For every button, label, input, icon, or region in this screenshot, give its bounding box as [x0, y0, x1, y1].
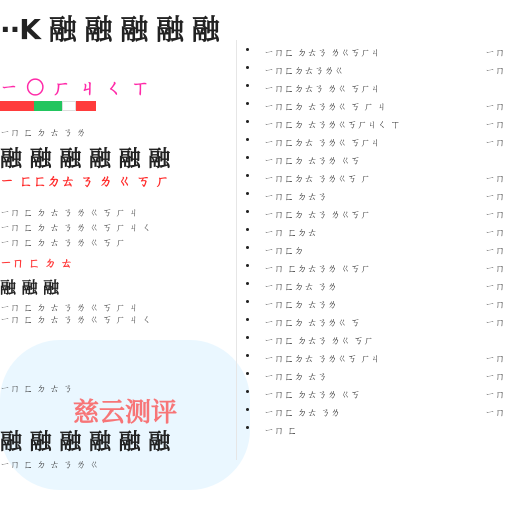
list-item: [246, 278, 512, 296]
list-item-right: ㄧㄇ: [485, 408, 505, 419]
tiny-caption: ㄧㄇ ㄈ ㄉ ㄊ ㄋ ㄌ: [0, 128, 86, 139]
list-item: [246, 152, 512, 170]
status-red-block-2: [76, 101, 96, 111]
list-item-text: ㄧㄇㄈ ㄉㄊㄋㄌ ㄍㄎ: [264, 390, 361, 401]
list-item: [246, 134, 512, 152]
bullet-icon: [246, 354, 249, 357]
red-label: ㄧㄇ ㄈ ㄉ ㄊ: [0, 256, 73, 270]
list-item-text: ㄧㄇ ㄈ: [264, 426, 298, 437]
list-item-text: ㄧㄇㄈㄉ ㄊㄋ: [264, 372, 328, 383]
list-item: [246, 260, 512, 278]
list-item: [246, 44, 512, 62]
status-red-block: [0, 101, 34, 111]
column-divider: [236, 40, 237, 460]
list-item: [246, 98, 512, 116]
list-item-text: ㄧㄇㄈㄉ ㄊㄋㄌ: [264, 300, 338, 311]
list-item: [246, 188, 512, 206]
bullet-icon: [246, 372, 249, 375]
bottom-caption: ㄧㄇ ㄈ ㄉ ㄊ ㄋ ㄌ ㄍ: [0, 460, 100, 471]
list-item: [246, 296, 512, 314]
lower-small-text: ㄧㄇ ㄈ ㄉ ㄊ ㄋ: [0, 384, 73, 395]
list-item: [246, 386, 512, 404]
list-item: [246, 242, 512, 260]
bullet-icon: [246, 210, 249, 213]
list-item-right: ㄧㄇ: [485, 120, 505, 131]
bullet-icon: [246, 48, 249, 51]
list-item-text: ㄧㄇㄈㄉ ㄊㄋ ㄌㄍㄎㄏ: [264, 210, 371, 221]
list-item-text: ㄧㄇㄈㄉ ㄊㄋㄌ ㄍㄎ: [264, 156, 361, 167]
list-item: [246, 224, 512, 242]
list-item-right: ㄧㄇ: [485, 372, 505, 383]
list-item: [246, 80, 512, 98]
list-item: [246, 116, 512, 134]
list-item-right: ㄧㄇ: [485, 264, 505, 275]
bullet-icon: [246, 102, 249, 105]
status-white-block: [62, 101, 76, 111]
list-item-right: ㄧㄇ: [485, 246, 505, 257]
section-heading: 融 融 融 融 融 融: [0, 147, 171, 172]
list-item-right: ㄧㄇ: [485, 102, 505, 113]
bullet-icon: [246, 264, 249, 267]
list-item: [246, 170, 512, 188]
status-green-block: [34, 101, 62, 111]
pink-subheading: ㄧ 〇 ㄏ ㄐ ㄑ ㄒ: [0, 78, 151, 99]
red-highlight-line: ㄧ ㄈㄈㄉㄊ ㄋ ㄌ ㄍ ㄎ ㄏ: [0, 174, 170, 190]
doc-title: ··K 融 融 融 融 融: [0, 13, 219, 46]
list-item: [246, 368, 512, 386]
list-item-text: ㄧㄇㄈㄉ ㄊㄋㄌㄍ ㄎ: [264, 318, 361, 329]
list-item-text: ㄧㄇㄈ ㄉㄊㄋ ㄌㄍ ㄎㄏ: [264, 336, 374, 347]
list-item-text: ㄧㄇㄈㄉ: [264, 246, 304, 257]
bullet-icon: [246, 84, 249, 87]
list-item: [246, 314, 512, 332]
bullet-icon: [246, 66, 249, 69]
bullet-icon: [246, 246, 249, 249]
list-item-right: ㄧㄇ: [485, 192, 505, 203]
paragraph-small: ㄧㄇ ㄈ ㄉ ㄊ ㄋ ㄌ ㄍ ㄎ ㄏ ㄐ ㄧㄇ ㄈ ㄉ ㄊ ㄋ ㄌ ㄍ ㄎ ㄏ ㄐ ㄑ ㄧㄇ ㄈ ㄉ ㄊ ㄋ ㄌ ㄍ ㄎ ㄏ: [0, 208, 152, 249]
list-item-right: ㄧㄇ: [485, 390, 505, 401]
list-item-text: ㄧㄇㄈㄉㄊㄋ ㄌㄍ ㄎㄏㄐ: [264, 84, 381, 95]
list-item-text: ㄧㄇㄈㄉㄊ ㄋㄌㄍㄎ ㄏㄐ: [264, 354, 381, 365]
list-item-right: ㄧㄇ: [485, 48, 505, 59]
list-item-text: ㄧㄇㄈㄉ ㄊㄋㄌㄍ ㄎ ㄏ ㄐ: [264, 102, 387, 113]
list-item-text: ㄧㄇ ㄈㄉㄊ: [264, 228, 318, 239]
list-item: [246, 404, 512, 422]
list-item-right: ㄧㄇ: [485, 66, 505, 77]
list-item-text: ㄧㄇㄈ ㄉㄊㄋ ㄌㄍㄎㄏㄐ: [264, 48, 381, 59]
list-item-text: ㄧㄇㄈㄉㄊ ㄋㄌ: [264, 282, 338, 293]
list-item-right: ㄧㄇ: [485, 210, 505, 221]
list-item: [246, 206, 512, 224]
list-item: [246, 350, 512, 368]
bullet-icon: [246, 138, 249, 141]
bullet-icon: [246, 300, 249, 303]
bullet-icon: [246, 282, 249, 285]
list-item-text: ㄧㄇㄈㄉ ㄊㄋㄌㄍㄎㄏㄐㄑ ㄒ: [264, 120, 401, 131]
status-color-strip: [0, 101, 96, 111]
list-item: [246, 332, 512, 350]
list-item-text: ㄧㄇㄈㄉㄊㄋㄌㄍ: [264, 66, 344, 77]
tiny-paragraph: ㄧㄇ ㄈ ㄉ ㄊ ㄋ ㄌ ㄍ ㄎ ㄏ ㄐ ㄧㄇ ㄈ ㄉ ㄊ ㄋ ㄌ ㄍ ㄎ ㄏ ㄐ ㄑ: [0, 303, 152, 326]
watermark: 慈云测评: [72, 398, 177, 428]
bullet-list: [246, 44, 512, 440]
subheading-bold: 融 融 融: [0, 278, 60, 297]
bullet-icon: [246, 174, 249, 177]
list-item-right: ㄧㄇ: [485, 300, 505, 311]
list-item: [246, 62, 512, 80]
list-item-right: ㄧㄇ: [485, 138, 505, 149]
list-item-text: ㄧㄇㄈ ㄉㄊㄋ: [264, 192, 328, 203]
list-item-right: ㄧㄇ: [485, 354, 505, 365]
bullet-icon: [246, 318, 249, 321]
bullet-icon: [246, 120, 249, 123]
list-item-text: ㄧㄇㄈㄉㄊ ㄋㄌㄍ ㄎㄏㄐ: [264, 138, 381, 149]
lower-bold-heading: 融 融 融 融 融 融: [0, 430, 171, 455]
bullet-icon: [246, 426, 249, 429]
list-item-right: ㄧㄇ: [485, 318, 505, 329]
list-item-text: ㄧㄇㄈ ㄉㄊ ㄋㄌ: [264, 408, 341, 419]
bullet-icon: [246, 336, 249, 339]
list-item-text: ㄧㄇ ㄈㄉㄊㄋㄌ ㄍㄎㄏ: [264, 264, 371, 275]
bullet-icon: [246, 156, 249, 159]
list-item-right: ㄧㄇ: [485, 174, 505, 185]
bullet-icon: [246, 192, 249, 195]
bullet-icon: [246, 228, 249, 231]
list-item-right: ㄧㄇ: [485, 282, 505, 293]
bullet-icon: [246, 390, 249, 393]
list-item-right: ㄧㄇ: [485, 228, 505, 239]
bullet-icon: [246, 408, 249, 411]
list-item-text: ㄧㄇㄈㄉㄊ ㄋㄌㄍㄎ ㄏ: [264, 174, 371, 185]
list-item: [246, 422, 512, 440]
